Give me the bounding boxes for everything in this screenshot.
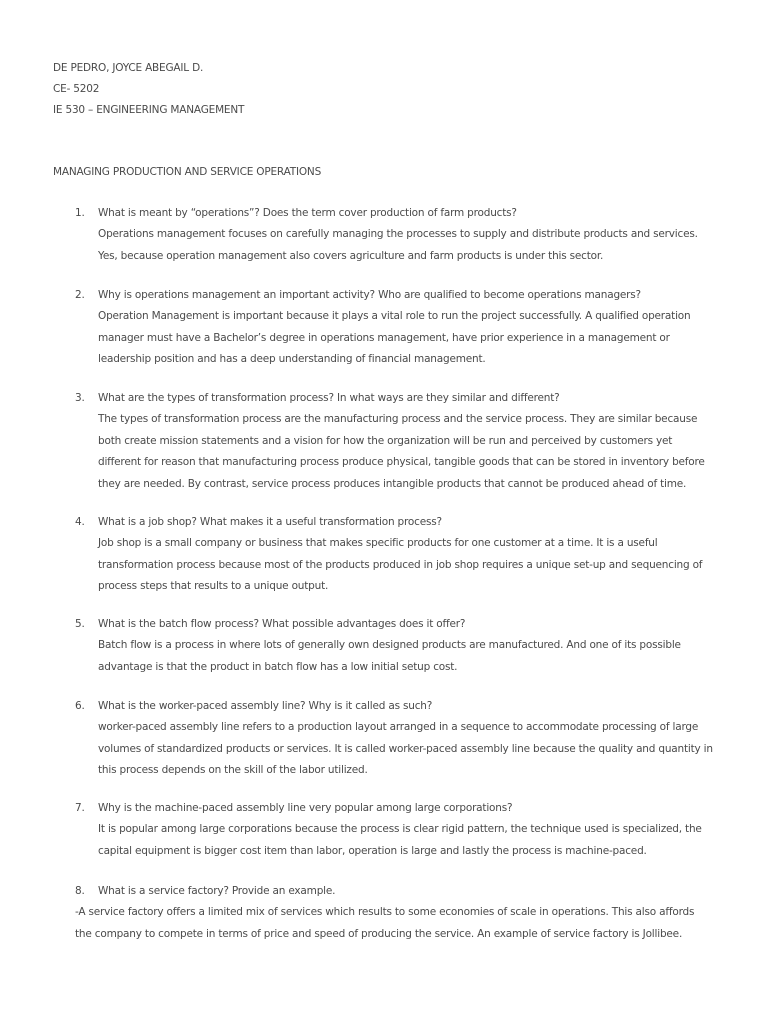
course-title: IE 530 – ENGINEERING MANAGEMENT: [53, 104, 245, 116]
question-text: Why is the machine-paced assembly line very popular among large corporations?: [98, 802, 513, 814]
document-title: MANAGING PRODUCTION AND SERVICE OPERATIONS: [53, 166, 322, 178]
question-number: 1.: [75, 207, 85, 219]
answer-text: worker-paced assembly line refers to a production layout arranged in a sequence to accommodate processing of large volumes of standardized products or services. It is called worker-paced assembly line because the quality and quantity in this process depends on the skill of the labor utilized.: [98, 721, 713, 776]
question-number: 4.: [75, 516, 85, 528]
question-number: 5.: [75, 618, 85, 630]
question-number: 2.: [75, 289, 85, 301]
question-text: What is the batch flow process? What possible advantages does it offer?: [98, 618, 466, 630]
answer-text: Job shop is a small company or business that makes specific products for one customer at a time. It is a useful transformation process because most of the products produced in job shop requires a unique set-up and sequencing of process steps that results to a unique output.: [98, 537, 703, 592]
question-number: 8.: [75, 885, 85, 897]
student-section: CE- 5202: [53, 83, 100, 95]
question-text: What are the types of transformation process? In what ways are they similar and different?: [98, 392, 560, 404]
question-text: What is a service factory? Provide an example.: [98, 885, 336, 897]
document-header: [53, 58, 244, 121]
answer-text: Batch flow is a process in where lots of generally own designed products are manufactured. And one of its possible advantage is that the product in batch flow has a low initial setup cost.: [98, 639, 681, 673]
question-number: 3.: [75, 392, 85, 404]
question-number: 7.: [75, 802, 85, 814]
question-text: What is meant by “operations”? Does the term cover production of farm products?: [98, 207, 517, 219]
question-number: 6.: [75, 700, 85, 712]
answer-text: It is popular among large corporations because the process is clear rigid pattern, the technique used is specialized, the capital equipment is bigger cost item than labor, operation is large and lastly the process is machine-paced.: [98, 823, 702, 857]
answer-text: Operation Management is important because it plays a vital role to run the project successfully. A qualified operation manager must have a Bachelor’s degree in operations management, have prior experience in a management or leadership position and has a deep understanding of financial management.: [98, 310, 691, 365]
answer-text: -A service factory offers a limited mix of services which results to some economies of scale in operations. This also affords the company to compete in terms of price and speed of producing the service. An example of service factory is Jollibee.: [75, 906, 695, 940]
answer-text: The types of transformation process are the manufacturing process and the service process. They are similar because both create mission statements and a vision for how the organization will be run and perceived by customers yet different for reason that manufacturing process produce physical, tangible goods that can be stored in inventory before they are needed. By contrast, service process produces intangible products that cannot be produced ahead of time.: [98, 413, 705, 490]
question-text: Why is operations management an important activity? Who are qualified to become operations managers?: [98, 289, 641, 301]
question-text: What is a job shop? What makes it a useful transformation process?: [98, 516, 442, 528]
question-text: What is the worker-paced assembly line? Why is it called as such?: [98, 700, 433, 712]
answer-text: Operations management focuses on carefully managing the processes to supply and distribute products and services. Yes, because operation management also covers agriculture and farm products is under this sector.: [98, 228, 698, 262]
student-name: DE PEDRO, JOYCE ABEGAIL D.: [53, 62, 204, 74]
